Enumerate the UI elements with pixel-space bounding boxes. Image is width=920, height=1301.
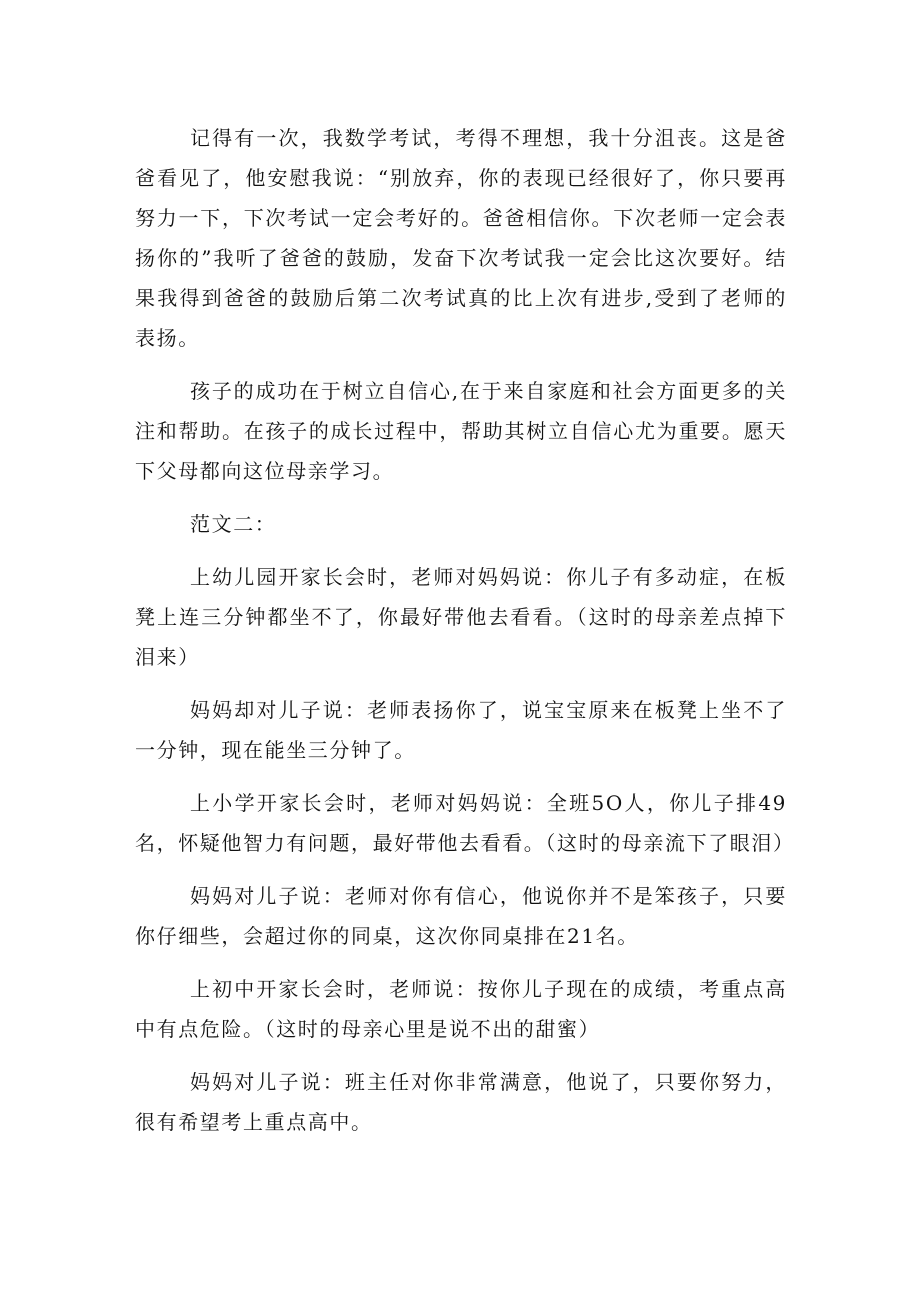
document-body [135, 118, 795, 1155]
paragraph-primary-mother: 妈妈对儿子说：老师对你有信心，他说你并不是笨孩子，只要你仔细些，会超过你的同桌，这次你同桌排在21名。 [135, 884, 787, 948]
paragraph-father-encouragement: 记得有一次，我数学考试，考得不理想，我十分沮丧。这是爸爸看见了，他安慰我说：“别放弃，你的表现已经很好了，你只要再努力一下，下次考试一定会考好的。爸爸相信你。下次老师一定会表扬你的”我听了爸爸的鼓励，发奋下次考试我一定会比这次要好。结果我得到爸爸的鼓励后第二次考试真的比上次有进步,受到了老师的表扬。 [135, 126, 787, 350]
paragraph-middle-meeting: 上初中开家长会时，老师说：按你儿子现在的成绩，考重点高中有点危险。（这时的母亲心里是说不出的甜蜜） [135, 977, 787, 1041]
paragraph-middle-mother: 妈妈对儿子说：班主任对你非常满意，他说了，只要你努力，很有希望考上重点高中。 [135, 1070, 787, 1134]
paragraph-kindergarten-mother: 妈妈却对儿子说：老师表扬你了，说宝宝原来在板凳上坐不了一分钟，现在能坐三分钟了。 [135, 698, 787, 762]
paragraph-primary-meeting: 上小学开家长会时，老师对妈妈说：全班5O人，你儿子排49名，怀疑他智力有问题，最好带他去看看。（这时的母亲流下了眼泪） [135, 791, 795, 855]
section-heading-sample-two: 范文二： [190, 512, 277, 536]
paragraph-confidence: 孩子的成功在于树立自信心,在于来自家庭和社会方面更多的关注和帮助。在孩子的成长过程中，帮助其树立自信心尤为重要。愿天下父母都向这位母亲学习。 [135, 379, 787, 483]
paragraph-kindergarten-meeting: 上幼儿园开家长会时，老师对妈妈说：你儿子有多动症，在板凳上连三分钟都坐不了，你最好带他去看看。（这时的母亲差点掉下泪来） [135, 565, 787, 669]
